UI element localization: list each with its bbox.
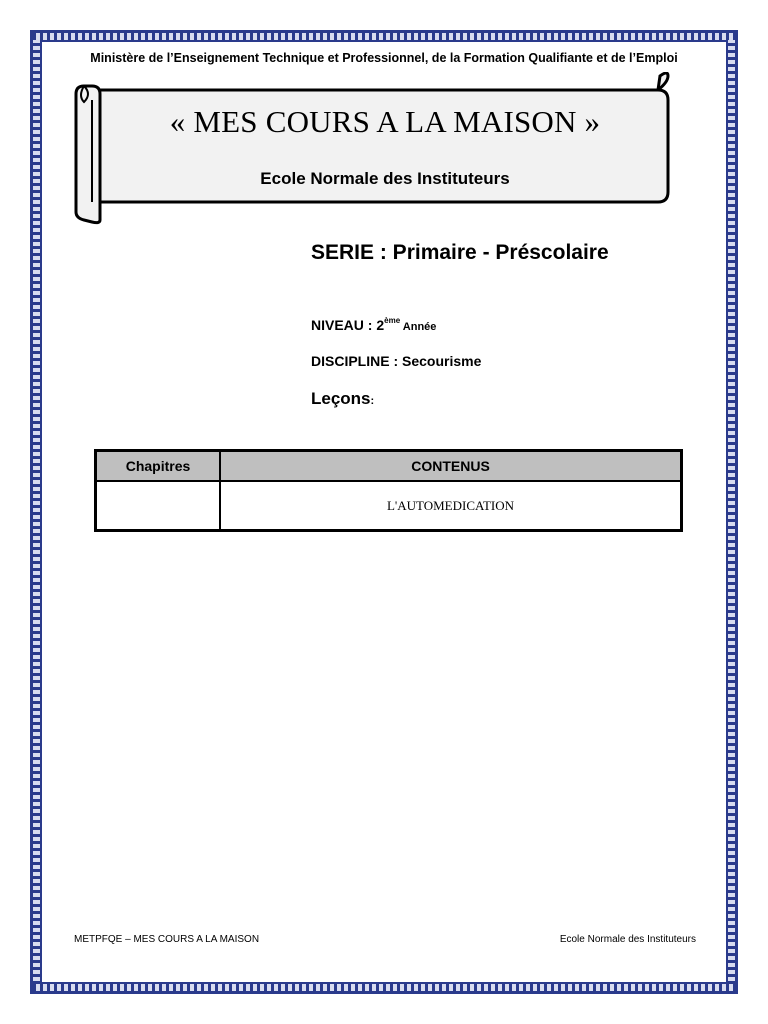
- banner-title: « MES COURS A LA MAISON »: [169, 104, 601, 139]
- cell-chapitre: [96, 481, 221, 531]
- header-chapitres: Chapitres: [96, 451, 221, 482]
- scroll-shape: [70, 72, 674, 227]
- niveau-line: [311, 316, 436, 333]
- footer-right: Ecole Normale des Instituteurs: [559, 934, 696, 945]
- serie-line: SERIE : Primaire - Préscolaire: [311, 241, 609, 264]
- table-row: [96, 481, 682, 531]
- niveau-label: NIVEAU : 2: [311, 317, 385, 333]
- niveau-suffix: Année: [400, 321, 437, 333]
- discipline-line: DISCIPLINE : Secourisme: [311, 353, 482, 369]
- table-header-row: [96, 451, 682, 482]
- chapters-table: [94, 449, 683, 532]
- cell-contenu: L'AUTOMEDICATION: [220, 481, 682, 531]
- title-banner: [70, 72, 674, 227]
- lecons-colon: :: [370, 395, 375, 407]
- ministry-header: Ministère de l’Enseignement Technique et Professionnel, de la Formation Qualifiante et de l’Emploi: [90, 51, 678, 65]
- header-contenus: CONTENUS: [220, 451, 682, 482]
- banner-subtitle: Ecole Normale des Instituteurs: [260, 169, 510, 188]
- lecons-line: [311, 389, 374, 409]
- niveau-superscript: ème: [384, 316, 401, 325]
- footer-left: METPFQE – MES COURS A LA MAISON: [74, 934, 260, 945]
- lecons-label: Leçons: [311, 389, 371, 408]
